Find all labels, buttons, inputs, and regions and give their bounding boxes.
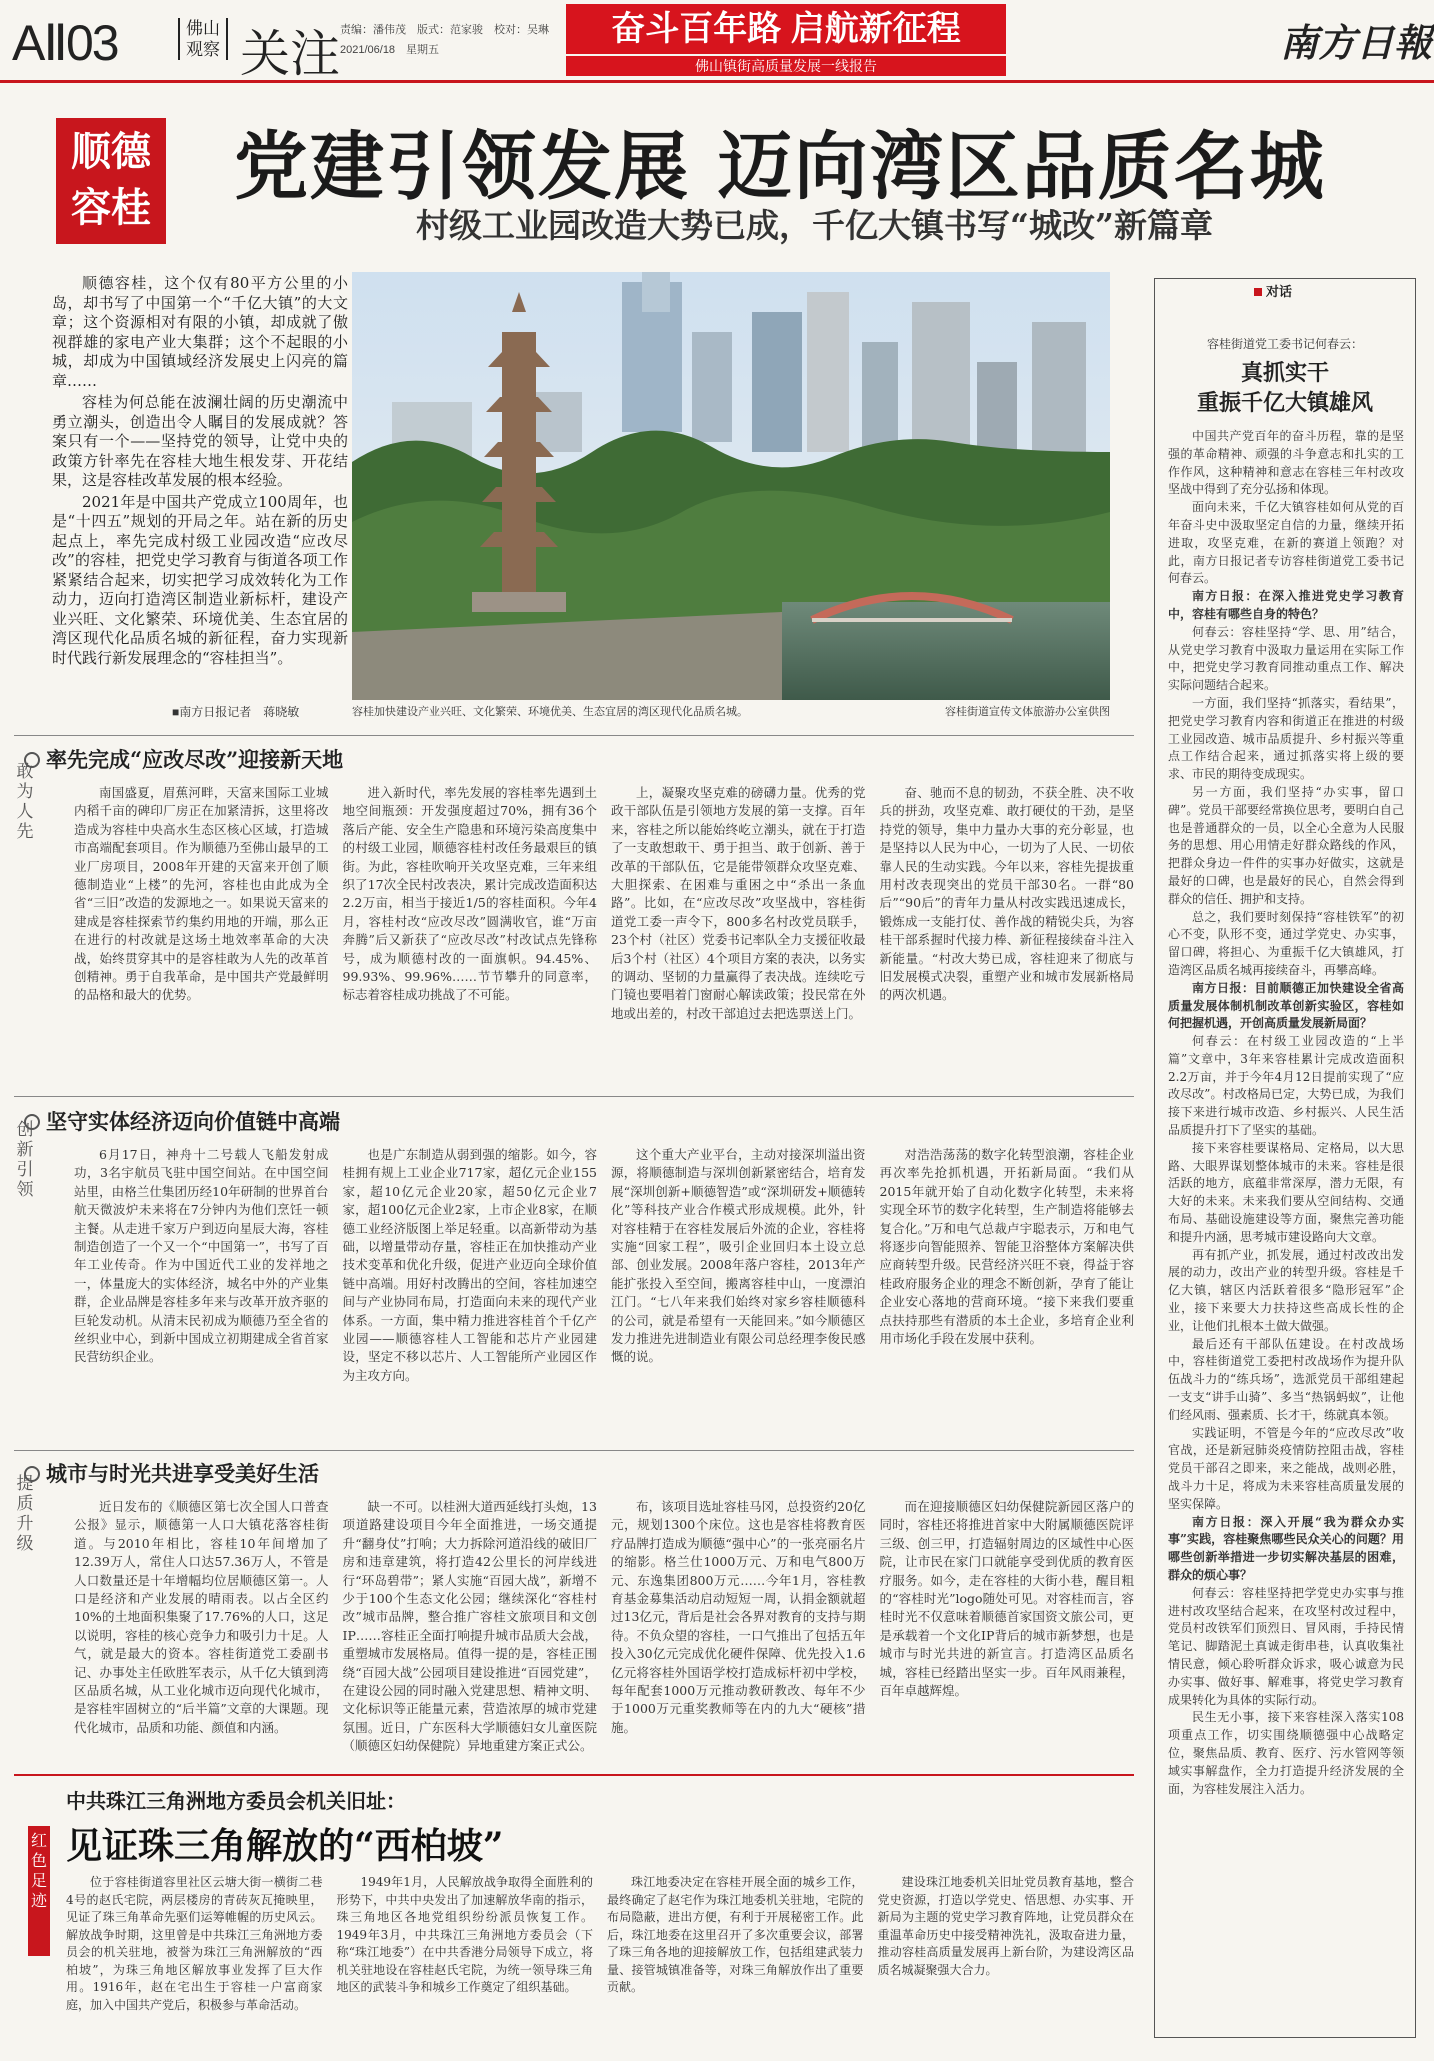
section-title <box>24 1458 319 1488</box>
section-side-label: 创新引领 <box>16 1120 34 1199</box>
section-title-text: 坚守实体经济迈向价值链中高端 <box>46 1109 340 1134</box>
paragraph: 近日发布的《顺德区第七次全国人口普查公报》显示，顺德第一人口大镇花落容桂街道。与2010年相比，容桂10年间增加了12.39万人，常住人口达57.36万人，不管是人口数量还是十年增幅均位居顺德区第一。人口是经济和产业发展的晴雨表。以占全区约10%的土地面积集聚了17.76%的人口，这足以说明，容桂的核心竞争力和吸引力十足。人气，就是最大的资本。容桂街道党工委副书记、办事处主任欧胜军表示，从千亿大镇到湾区品质名城，从工业化城市迈向现代化城市，是容桂牢固树立的“后半篇”文章的大课题。现代化城市，品质和功能、颜值和内涵。 <box>74 1499 329 1735</box>
interview-question: 南方日报：目前顺德正加快建设全省高质量发展体制机制改革创新实验区，容桂如何把握机遇，开创高质量发展新局面？ <box>1168 980 1404 1031</box>
photo-caption <box>352 703 1110 719</box>
page-number: AⅡ03 <box>12 15 118 71</box>
text-column <box>880 1146 1135 1444</box>
paragraph: 南国盛夏，眉蕉河畔，天富来国际工业城内稻千亩的碑印厂房正在加紧清拆，这里将改造成为容桂中央高水生态区核心区域，打造城市高端配套项目。作为顺德乃至佛山最早的工业厂房项目，2008年开建的天富来开创了顺德制造业“上楼”的先河，容桂也由此成为全省“三旧”改造的发源地之一。如果说天富来的建成是容桂探索节约集约用地的开端，那么正在进行的村改就是这场土地效率革命的大决战，始终贯穿其中的是容桂敢为人先的改革首创精神。勇于自我革命，是中国共产党最鲜明的品格和最大的优势。 <box>74 785 329 1003</box>
section-title-text: 城市与时光共进享受美好生活 <box>46 1461 319 1486</box>
text-column <box>607 1874 864 2050</box>
text-column <box>611 784 866 1090</box>
sidebar-title-line2: 重振千亿大镇雄风 <box>1196 390 1373 416</box>
text-column <box>343 1146 598 1444</box>
paragraph: 而在迎接顺德区妇幼保健院新园区落户的同时，容桂还将推进首家中大附属顺德医院评三级、创三甲，打造辐射周边的区域性中心医院，让市民在家门口就能享受到优质的教育医疗服务。如今，走在容桂的大街小巷，醒目粗的“容桂时光”logo随处可见。对容桂而言，容桂时光不仅意味着顺德首家国资文旅公司，更是承载着一个文化IP背后的城市新梦想，也是城市与时光共进的新宣言。打造湾区品质名城，容桂已经踏出坚实一步。百年风雨兼程，百年卓越辉煌。 <box>879 1499 1134 1699</box>
feature-divider <box>14 1774 1134 1776</box>
interview-answer: 民生无小事，接下来容桂深入落实108项重点工作，切实围绕顺德强中心战略定位，聚焦品质、教育、医疗、污水管网等领域实事解盘作，全力打造提升经济发展的全面，为容桂发展注入活力。 <box>1168 1710 1404 1796</box>
interview-answer: 最后还有干部队伍建设。在村改战场中，容桂街道党工委把村改战场作为提升队伍战斗力的“练兵场”，选派党员干部组建起一支支“讲手山骑”、多当“热锅蚂蚁”，让他们经风雨、强素质、长才干，练就真本领。 <box>1168 1336 1404 1422</box>
interview-answer: 接下来容桂要谋格局、定格局，以大思路、大眼界谋划整体城市的未来。容桂是很活跃的地方，底蕴非常深厚，潜力无限，有大好的未来。未来我们要从空间结构、交通布局、基础设施建设等方面，聚焦完善功能和提升内涵，思考城市建设路向大文章。 <box>1168 1140 1404 1244</box>
interview-answer: 何春云：容桂坚持把学党史办实事与推进村改攻坚结合起来，在攻坚村改过程中，党员村改铁军们顶烈日、冒风雨，手持民情笔记、脚踏泥土真诚走街串巷，认真收集社情民意，倾心聆听群众诉求，吸心诚意为民办实事、做好事、解难事，将党史学习教育成果转化为具体的实际行动。 <box>1168 1585 1404 1707</box>
campaign-banner-subtitle: 佛山镇街高质量发展一线报告 <box>566 56 1006 76</box>
lead-photo <box>352 272 1110 710</box>
text-column <box>74 1498 329 1766</box>
sidebar-title <box>1166 358 1404 418</box>
section-name-line1: 佛山 <box>186 19 220 38</box>
location-tag <box>56 118 166 244</box>
feature-side-label: 红色足迹 <box>28 1826 50 1956</box>
interview-answer: 何春云：容桂坚持“学、思、用”结合，从党史学习教育中汲取力量运用在实际工作中，把党史学习教育同推动重点工作、解决实际问题结合起来。 <box>1168 624 1404 693</box>
interview-answer: 面向未来，千亿大镇容桂如何从党的百年奋斗史中汲取坚定自信的力量，继续开拓进取，攻坚克难，在新的赛道上领跑？对此，南方日报记者专访容桂街道党工委书记何春云。 <box>1168 500 1404 586</box>
section-body <box>74 1498 1134 1766</box>
intro-paragraph: 顺德容桂，这个仅有80平方公里的小岛，却书写了中国第一个“千亿大镇”的大文章；这个资源相对有限的小镇，却成就了傲视群雄的家电产业大集群；这个不起眼的小城，却成为中国镇域经济发展史上闪亮的篇章…… <box>52 274 348 390</box>
interview-question: 南方日报：在深入推进党史学习教育中，容桂有哪些自身的特色？ <box>1168 589 1404 621</box>
sidebar-tag: 对话 <box>1254 281 1292 300</box>
text-column <box>880 1498 1135 1766</box>
section-side-label: 敢为人先 <box>16 762 34 841</box>
section-name <box>178 18 228 60</box>
section-title-text: 率先完成“应改尽改”迎接新天地 <box>46 747 344 772</box>
text-column <box>74 784 329 1090</box>
text-column <box>66 1874 323 2050</box>
page-meta <box>340 20 549 60</box>
byline: ■南方日报记者 蒋晓敏 <box>172 705 300 719</box>
interview-question: 南方日报：深入开展“我为群众办实事”实践，容桂聚焦哪些民众关心的问题？用哪些创新举措进一步切实解决基层的困难，群众的烦心事？ <box>1168 1514 1404 1582</box>
paragraph: 缺一不可。以桂洲大道西延线打头炮，13项道路建设项目今年全面推进，一场交通提升“翻身仗”打响；大力拆除河道沿线的破旧厂房和违章建筑，将打造42公里长的河岸线进行“环岛碧带”；紧人实施“百园大战”，新增不少于100个生态文化公园；继续深化“容桂村改”城市品牌，整合推广容桂文旅项目和文创IP……容桂正全面打响提升城市品质大会战，重塑城市发展格局。值得一提的是，容桂正围绕“百园大战”公园项目建设推进“百园党建”，在建设公园的同时融入党建思想、精神文明、文化标识等正能量元素，营造浓厚的城市党建氛围。近日，广东医科大学顺德妇女儿童医院（顺德区妇幼保健院）异地重建方案正式公。 <box>342 1499 597 1754</box>
text-column <box>878 1874 1135 2050</box>
sidebar-kicker: 容桂街道党工委书记何春云： <box>1206 337 1363 351</box>
paragraph: 对浩浩荡荡的数字化转型浪潮，容桂企业再次率先抢抓机遇，开拓新局面。“我们从2015年就开始了自动化数字化转型，未来将实现全环节的数字化转型，生产制造将能够去复合化。”万和电气总裁卢宇聪表示，万和电气将逐步向智能照养、智能卫浴整体方案解决供应商转型升级。民营经济兴旺不衰，得益于容桂政府服务企业的理念不断创新，孕育了能让企业安心落地的营商环境。“接下来我们要重点扶持那些有潜质的本土企业，多培育企业利用市场化手段在发展中获利。 <box>879 1147 1134 1347</box>
section-side-label: 提质升级 <box>16 1474 34 1553</box>
paragraph: 珠江地委决定在容桂开展全面的城乡工作，最终确定了赵宅作为珠江地委机关驻地，宅院的布局隐蔽，进出方便，有利于开展秘密工作。此后，珠江地委在这里召开了多次重要会议，部署了珠三角各地的迎接解放工作，包括组建武装力量、接管城镇准备等，对珠三角解放作出了重要贡献。 <box>607 1875 864 1994</box>
paragraph: 上，凝聚攻坚克难的磅礴力量。优秀的党政干部队伍是引领地方发展的第一支撑。百年来，容桂之所以能始终屹立潮头，就在于打造了一支敢想敢干、勇于担当、敢于创新、善于改革的干部队伍，它是能带领群众攻坚克难、大胆探索、在困难与重困之中“杀出一条血路”。比如，在“应改尽改”攻坚战中，容桂街道党工委一声令下，800多名村改党员联手，23个村（社区）党委书记率队全力支援征收最后3个村（社区）4个项目方案的表决，以务实的调动、坚韧的力量赢得了表决战。连续吃亏门镜也要唱着门窗耐心解读政策；投民常在外地或出差的，村改干部追过去把选票送上门。 <box>611 785 866 1021</box>
text-column <box>343 1498 598 1766</box>
paragraph: 奋、驰而不息的韧劲，不获全胜、决不收兵的拼劲，攻坚克难、敢打硬仗的干劲，是坚持党的领导，集中力量办大事的充分彰显，也是坚持以人民为中心，一切为了人民、一切依靠人民的生动实践。今年以来，容桂先提拔重用村改表现突出的党员干部30名。一群“80后”“90后”的青年力量从村改实践迅速成长，锻炼成一支能打仗、善作战的精锐尖兵，为容桂干部系握时代接力棒、新征程接续奋斗注入新能量。“村改大势已成，容桂迎来了彻底与旧发展模式决裂，重塑产业和城市发展新格局的两次机遇。 <box>879 785 1134 1003</box>
paragraph: 建设珠江地委机关旧址党员教育基地，整合党史资源，打造以学党史、悟思想、办实事、开新局为主题的党史学习教育阵地，让党员群众在重温革命历史中接受精神洗礼，汲取奋进力量，推动容桂高质量发展再上新台阶，为建设湾区品质名城凝聚强大合力。 <box>877 1875 1134 1977</box>
section-name-line2: 观察 <box>186 40 220 59</box>
feature-kicker: 中共珠江三角洲地方委员会机关旧址： <box>66 1789 406 1813</box>
lead-photo-illustration <box>352 272 1110 700</box>
location-tag-line1: 顺德 <box>71 128 151 175</box>
section-divider <box>14 1096 1134 1097</box>
intro-paragraph: 容桂为何总能在波澜壮阔的历史潮流中勇立潮头，创造出令人瞩目的发展成就？答案只有一个——坚持党的领导，让党中央的政策方针率先在容桂大地生根发芽、开花结果，这是容桂改革发展的根本经验。 <box>52 393 348 489</box>
headline: 党建引领发展 迈向湾区品质名城 <box>234 124 1326 210</box>
interview-answer: 总之，我们要时刻保持“容桂铁军”的初心不变，队形不变，通过学党史、办实事，留口碑，将担心、为重振千亿大镇雄风，打造湾区品质名城再接续奋斗，再攀高峰。 <box>1168 909 1404 977</box>
paragraph: 1949年1月，人民解放战争取得全面胜利的形势下，中共中央发出了加速解放华南的指示，珠三角地区各地党组织纷纷派员恢复工作。1949年3月，中共珠江三角洲地方委员会（下称“珠江地委”）在中共香港分局领导下成立，将机关驻地设在容桂赵氏宅院，为统一领导珠三角地区的武装斗争和城乡工作奠定了组织基础。 <box>336 1875 593 1994</box>
feature-title: 见证珠三角解放的“西柏坡” <box>66 1825 504 1867</box>
newspaper-logo: 南方日報 <box>1280 20 1433 65</box>
text-column <box>611 1498 866 1766</box>
interview-answer: 实践证明，不管是今年的“应改尽改”收官战，还是新冠肺炎疫情防控阻击战，容桂党员干部召之即来，来之能战，战则必胜，战斗力十足，将成为未来容桂高质量发展的坚实保障。 <box>1168 1425 1404 1511</box>
interview-answer: 中国共产党百年的奋斗历程，靠的是坚强的革命精神、顽强的斗争意志和扎实的工作作风，这种精神和意志在容桂三年村改攻坚战中得到了充分弘扬和体现。 <box>1168 429 1404 497</box>
paragraph: 布，该项目选址容桂马冈，总投资约20亿元，规划1300个床位。这也是容桂将教育医疗品牌打造成为顺德“强中心”的一张亮丽名片的缩影。格兰仕1000万元、万和电气800万元、东逸集团800万元……今年1月，容桂教育基金募集活动启动短短一周，认捐金额就超过13亿元，背后是社会各界对教育的支持与期待。不负众望的容桂，一口气推出了包括五年投入30亿元完成优化硬件保障、优先投入1.6亿元将容桂外国语学校打造成标杆初中学校，每年配套1000万元推动教研教改、每年不少于1000万元重奖教师等在内的九大“硬核”措施。 <box>611 1499 866 1735</box>
interview-answer: 一方面，我们坚持“抓落实，看结果”，把党史学习教育内容和街道正在推进的村级工业园改造、城市品质提升、乡村振兴等重点工作结合起来，通过抓落实将上级的要求、市民的期待变成现实。 <box>1168 695 1404 782</box>
circle-bullet-icon <box>24 752 40 768</box>
section-title <box>24 744 343 774</box>
sidebar-body <box>1168 428 1404 2028</box>
section-title <box>24 1106 340 1136</box>
text-column <box>343 784 598 1090</box>
photo-caption-text: 容桂加快建设产业兴旺、文化繁荣、环境优美、生态宜居的湾区现代化品质名城。 <box>352 706 748 718</box>
paragraph: 也是广东制造从弱到强的缩影。如今，容桂拥有规上工业企业717家，超亿元企业155家，超10亿元企业20家，超50亿元企业7家，超100亿元企业2家，上市企业8家，在顺德工业经济版图上举足轻重。以高新带动为基础，以增量带动存量，容桂正在加快推动产业技术变革和优化升级，促进产业迈向全球价值链中高端。用好村改腾出的空间，容桂加速空间与产业协同布局，打造面向未来的现代产业体系。一方面，集中精力推进容桂首个千亿产业园——顺德容桂人工智能和芯片产业园建设，坚定不移以芯片、人工智能所产业园区作为主攻方向。 <box>342 1147 597 1383</box>
text-column <box>337 1874 594 2050</box>
section-divider <box>14 735 1134 736</box>
paragraph: 6月17日，神舟十二号载人飞船发射成功，3名宇航员飞驻中国空间站。在中国空间站里，由格兰仕集团历经10年研制的世界首台航天微波炉未来将在7分钟内为他们烹饪一顿主餐。从走进千家万户到迈向星辰大海，容桂制造创造了一个又一个“中国第一”，书写了百年工业传奇。作为中国近代工业的发祥地之一，体量庞大的实体经济，城名中外的产业集群，企业品牌是容桂多年来与改革开放齐驱的巨轮发动机。从清末民初成为顺德乃至全省的丝织业中心，到新中国成立初期建成全省首家民营纺织企业。 <box>74 1147 329 1365</box>
section-body <box>74 784 1134 1090</box>
text-column <box>880 784 1135 1090</box>
circle-bullet-icon <box>24 1114 40 1130</box>
campaign-banner: 奋斗百年路 启航新征程 <box>566 4 1006 54</box>
page-focus-label: 关注 <box>240 26 340 82</box>
issue-date: 2021/06/18 星期五 <box>340 44 440 56</box>
subheadline: 村级工业园改造大势已成，千亿大镇书写“城改”新篇章 <box>416 206 1213 245</box>
feature-body <box>66 1874 1134 2050</box>
interview-answer: 另一方面，我们坚持“办实事，留口碑”。党员干部要经常换位思考，要明白自己也是普通群众的一员，以全心全意为人民服务的思想、用心用情走好群众路线的作风，把群众身边一件件的实事办好做实，这就是最好的口碑，也是最好的民心，自然会得到群众的信任、拥护和支持。 <box>1168 784 1404 906</box>
location-tag-line2: 容桂 <box>71 184 151 231</box>
text-column <box>611 1146 866 1444</box>
photo-credit: 容桂街道宣传文体旅游办公室供图 <box>945 706 1110 718</box>
article-intro <box>52 274 348 670</box>
paragraph: 位于容桂街道容里社区云塘大街一横街二巷4号的赵氏宅院，两层楼房的青砖灰瓦掩映里，见证了珠三角革命先驱们运筹帷幄的历史风云。解放战争时期，这里曾是中共珠江三角洲地方委员会的机关驻地，被誉为珠江三角洲解放的“西柏坡”，为珠三角地区解放事业发挥了巨大作用。1916年，赵在宅出生于容桂一户富商家庭，加入中国共产党后，积极参与革命活动。 <box>66 1875 323 2012</box>
circle-bullet-icon <box>24 1466 40 1482</box>
section-body <box>74 1146 1134 1444</box>
paragraph: 进入新时代，率先发展的容桂率先遇到土地空间瓶颈：开发强度超过70%，拥有36个落后产能、安全生产隐患和环境污染高度集中的村级工业园，顺德容桂村改任务最艰巨的镇街。为此，容桂吹响开关攻坚克难，三年来组织了17次全民村改表决，累计完成改造面积达2.2万亩，相当于接近1/5的容桂面积。今年4月，容桂村改“应改尽改”圆满收官，谁“万亩奔腾”后又新获了“应改尽改”村改试点先锋称号，成为顺德村改的一面旗帜。94.45%、99.93%、99.96%……节节攀升的同意率，标志着容桂成功挑战了不可能。 <box>342 785 597 1003</box>
sidebar-title-line1: 真抓实干 <box>1240 360 1329 386</box>
paragraph: 这个重大产业平台，主动对接深圳溢出资源，将顺德制造与深圳创新紧密结合，培育发展“深圳创新+顺德智造”或“深圳研发+顺德转化”等科技产业合作模式形成规模。此外，针对容桂精于在容桂发展后外流的企业，容桂将实施“回家工程”，吸引企业回归本土设立总部、创业发展。2008年落户容桂，2013年产能扩张投入至空间，搬离容桂中山，一度漂泊江门。“七八年来我们始终对家乡容桂顺德科的公司，就是希望有一天能回来。”如今顺德区发力推进先进制造业有限公司总经理李俊民感慨的说。 <box>611 1147 866 1365</box>
intro-paragraph: 2021年是中国共产党成立100周年，也是“十四五”规划的开局之年。站在新的历史起点上，率先完成村级工业园改造“应改尽改”的容桂，把党史学习教育与街道各项工作紧紧结合起来，切实把学习成效转化为工作动力，迈向打造湾区制造业新标杆，建设产业兴旺、文化繁荣、环境优美、生态宜居的湾区现代化品质名城的新征程，奋力实现新时代践行新发展理念的“容桂担当”。 <box>52 492 348 667</box>
interview-answer: 何春云：在村级工业园改造的“上半篇”文章中，3年来容桂累计完成改造面积2.2万亩，并于今年4月12日提前实现了“应改尽改”。村改格局已定，大势已成，为我们接下来进行城市改造、乡村振兴、人民生活品质提升打下了坚实的基础。 <box>1168 1034 1404 1138</box>
interview-answer: 再有抓产业，抓发展，通过村改改出发展的动力，改出产业的转型升级。容桂是千亿大镇，辖区内活跃着很多“隐形冠军”企业，接下来要大力扶持这些高成长性的企业，让他们扎根本土做大做强。 <box>1168 1247 1404 1333</box>
editor-credits: 责编：潘伟茂 版式：范家骏 校对：吴琳 <box>340 24 549 36</box>
section-divider <box>14 1450 1134 1451</box>
text-column <box>74 1146 329 1444</box>
